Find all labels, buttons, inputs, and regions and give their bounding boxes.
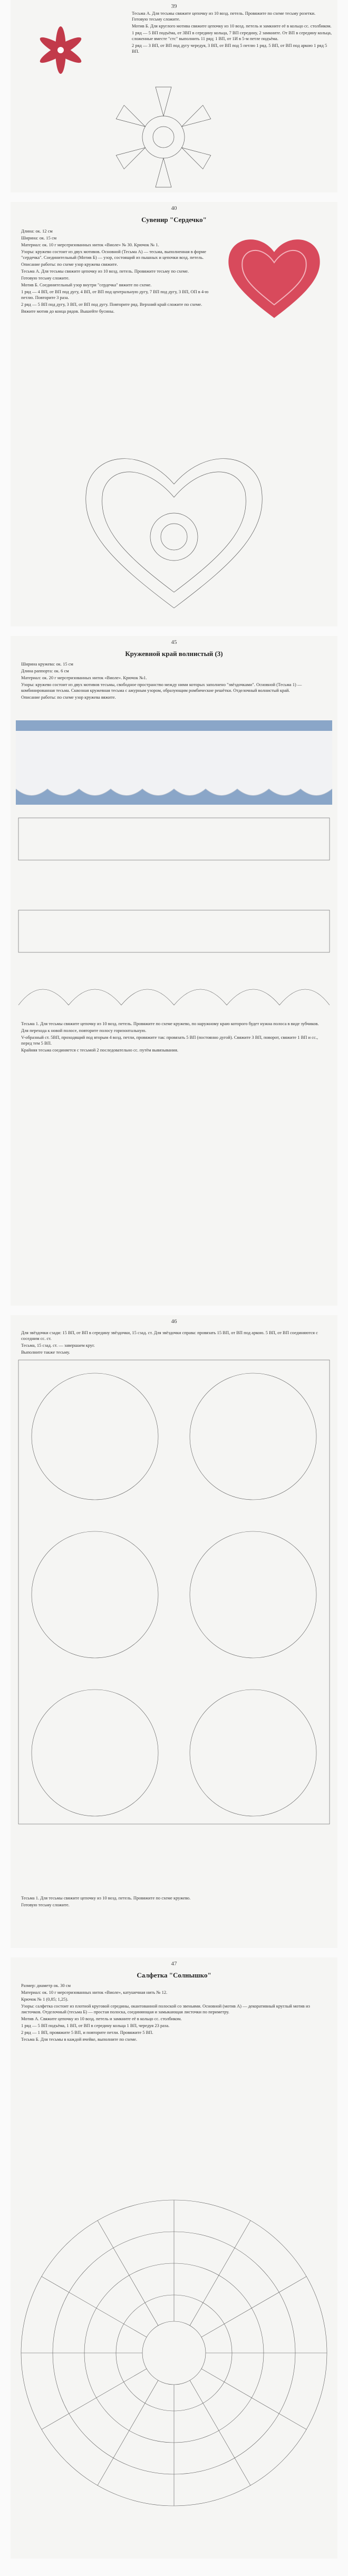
paragraph: Материал: ок. 10 г мерсеризованных ниток «Виоле», катушечная нить № 12.	[21, 1990, 168, 1995]
sun-doily-diagram	[16, 2168, 332, 2538]
snowflake-hole	[57, 47, 64, 53]
paragraph: Узоры: кружево состоит из двух мотивов. Основной (Тесьма А) — тесьма, выполненная в форме "сердечка". Соединительный (Мотив Б) — узор, состоящий из пышных и цепочки возд. петель.	[21, 249, 206, 260]
paragraph: Узоры: кружево состоит из двух мотивов тесьмы, свободное пространство между ними которых заполнено "звёздочками". Основной (Тесьма 1) — комбинированная тесьма. Сквозная кружевная тесьма с ажурным узором, образующим ромбические решётки. Отделочный волнистый край.	[21, 682, 302, 693]
paragraph: 2 ряд — 5 ВП под дугу, 3 ВП, от ВП под дугу. Повторите ряд. Верхний край сложите по схеме.	[21, 302, 202, 307]
page-45-text	[21, 661, 327, 700]
paragraph: Описание работы: по схеме узор кружева свяжите.	[21, 262, 118, 267]
paragraph: Тесьма 1. Для тесьмы свяжите цепочку из 10 возд. петель. Провяжите по схеме кружево.	[21, 1895, 191, 1900]
paragraph: Узоры: салфетка состоит из плотной круговой середины, окантованной полоской со звеньями. Основной (мотив А) — декоративный круглый мотив из листочков. Отделочный (тесьма Б) — простая полоска, соединяющая и замыкающая листочки по периметру.	[21, 2003, 310, 2014]
page-45	[11, 636, 337, 1306]
snowflake-diagram	[84, 84, 243, 190]
page-40	[11, 202, 337, 626]
paragraph: Крючок № 1 (0,85; 1,25).	[21, 1996, 69, 2002]
paragraph: 1 ряд — 5 ВП подъёма, от 3ВП в середину кольца, 7 ВП середину, 2 замкните. От ВП в середину кольца, сложенные вместе "стс" выполнить 11 ряд; 1 ВП, от 1И в 5-м петле подъёма.	[132, 30, 332, 41]
paragraph: Длина раппорта: ок. 6 см	[21, 668, 69, 673]
page-47	[11, 1957, 337, 2559]
page-40-text	[21, 228, 211, 315]
paragraph: Размер: диаметр ок. 30 см	[21, 1983, 71, 1988]
paragraph: Тесьма, 15 сзад. ст. — завершаем круг.	[21, 1343, 95, 1348]
paragraph: Выполните также тесьму.	[21, 1349, 70, 1355]
paragraph: 1 ряд — 5 ВП подъёма, 1 ВП, от ВП в середину кольца 1 ВП, чередуя 23 раза.	[21, 2023, 170, 2028]
paragraph: Для звёздочки сзади: 15 ВП, от ВП в середину звёздочки, 15 сзад. ст. Для звёздочки справа: провязать 15 ВП, от ВП под аркою. 5 ВП, от ВП соединяются с соседним сс. ст.	[21, 1330, 318, 1341]
paragraph: Ширина кружева: ок. 15 см	[21, 661, 73, 667]
paragraph: Тесьма 1. Для тесьмы свяжите цепочку из 10 возд. петель. Провяжите по схеме кружево, по наружному краю которого будет нужна полоса в виде зубчиков.	[21, 1021, 319, 1026]
page-39-text	[132, 11, 332, 55]
page-46	[11, 1315, 337, 1948]
page-number: 39	[171, 3, 177, 9]
page-46-more-text	[21, 1895, 327, 1909]
page-39	[11, 0, 337, 192]
paragraph: Крайняя тесьма соединяется с тесьмой 2 последовательно сс. путём вывязывания.	[21, 1047, 178, 1053]
page-46-text	[21, 1330, 327, 1355]
paragraph: Вяжите мотив до конца рядов. Вышейте бусины.	[21, 308, 114, 314]
page-number: 46	[171, 1318, 177, 1325]
paragraph: Для перехода к новой полосе, повторите полосу горизонтальную.	[21, 1028, 147, 1033]
paragraph: Мотив Б. Для круглого мотива свяжите цепочку из 10 возд. петель и замкните её в кольцо сс. столбиком.	[132, 23, 332, 28]
lace-edge-photo	[16, 720, 332, 805]
paragraph: Мотив А. Свяжите цепочку из 10 возд. петель и замкните её в кольцо сс. столбиком.	[21, 2016, 182, 2021]
paragraph: Готовую тесьму сложите.	[21, 275, 70, 281]
paragraph: Мотив Б. Соединительный узор внутри "сердечка" вяжите по схеме.	[21, 282, 152, 287]
lace-edge-diagram	[16, 815, 332, 1010]
paragraph: 1 ряд — 4 ВП, от ВП под дугу, 4 ВП, от ВП под центральную дугу, 7 ВП под дугу, 3 ВП, ОП в 4-ю петлю. Повторите 3 раза.	[21, 289, 209, 300]
heart-photo	[221, 231, 327, 326]
paragraph: Готовую тесьму сложите.	[21, 1902, 70, 1907]
paragraph: Описание работы: по схеме узор кружева вяжите.	[21, 694, 116, 700]
page-number: 47	[171, 1961, 177, 1967]
square-lace-diagram	[16, 1357, 332, 1832]
paragraph: Тесьма А. Для тесьмы свяжите цепочку из 10 возд. петель. Провяжите тесьму по схеме.	[21, 268, 189, 274]
page-47-text	[21, 1983, 327, 2042]
paragraph: Тесьма Б. Для тесьмы в каждой ячейке, выполните по схеме.	[21, 2037, 138, 2042]
heart-diagram	[69, 439, 279, 619]
page-number: 40	[171, 205, 177, 211]
page-title: Сувенир "Сердечко"	[141, 216, 207, 224]
paragraph: 2 ряд — 3 ВП, от ВП под дугу чередуя, 3 ВП, от ВП под 5 петлю 1 ряд. 5 ВП, от ВП под аркою 1 ряд 5 ВП.	[132, 43, 327, 54]
paragraph: 2 ряд — 1 ВП, провяжите 5 ВП, и повторите петли. Провяжите 5 ВП.	[21, 2030, 153, 2035]
paragraph: Ширина: ок. 15 см	[21, 235, 57, 240]
page-number: 45	[171, 639, 177, 645]
page-title: Кружевной край волнистый (3)	[125, 650, 223, 658]
paragraph: Длина: ок. 12 см	[21, 228, 53, 234]
paragraph: Материал: ок. 20 г мерсеризованных ниток «Виоле». Крючок №1.	[21, 675, 147, 680]
page-45-more-text	[21, 1021, 327, 1054]
paragraph: Материал: ок. 10 г мерсеризованных ниток «Виоле» № 30. Крючок № 1.	[21, 242, 159, 247]
paragraph: Тесьма А. Для тесьмы свяжите цепочку из 10 возд. петель. Провяжите по схеме тесьму розетки. Готовую тесьму сложите.	[132, 11, 316, 22]
snowflake-photo	[16, 11, 105, 90]
page-title: Салфетка "Солнышко"	[137, 1971, 211, 1979]
paragraph: V-образный ст. 5ВП, проходящий под вторым 4 возд. петли, провяжите так: провязать 5 ВП (постоянно дугой). Свяжите 3 ВП, поворот, свяжите 1 ВП и сс., перед тем 5 ВП.	[21, 1035, 318, 1046]
